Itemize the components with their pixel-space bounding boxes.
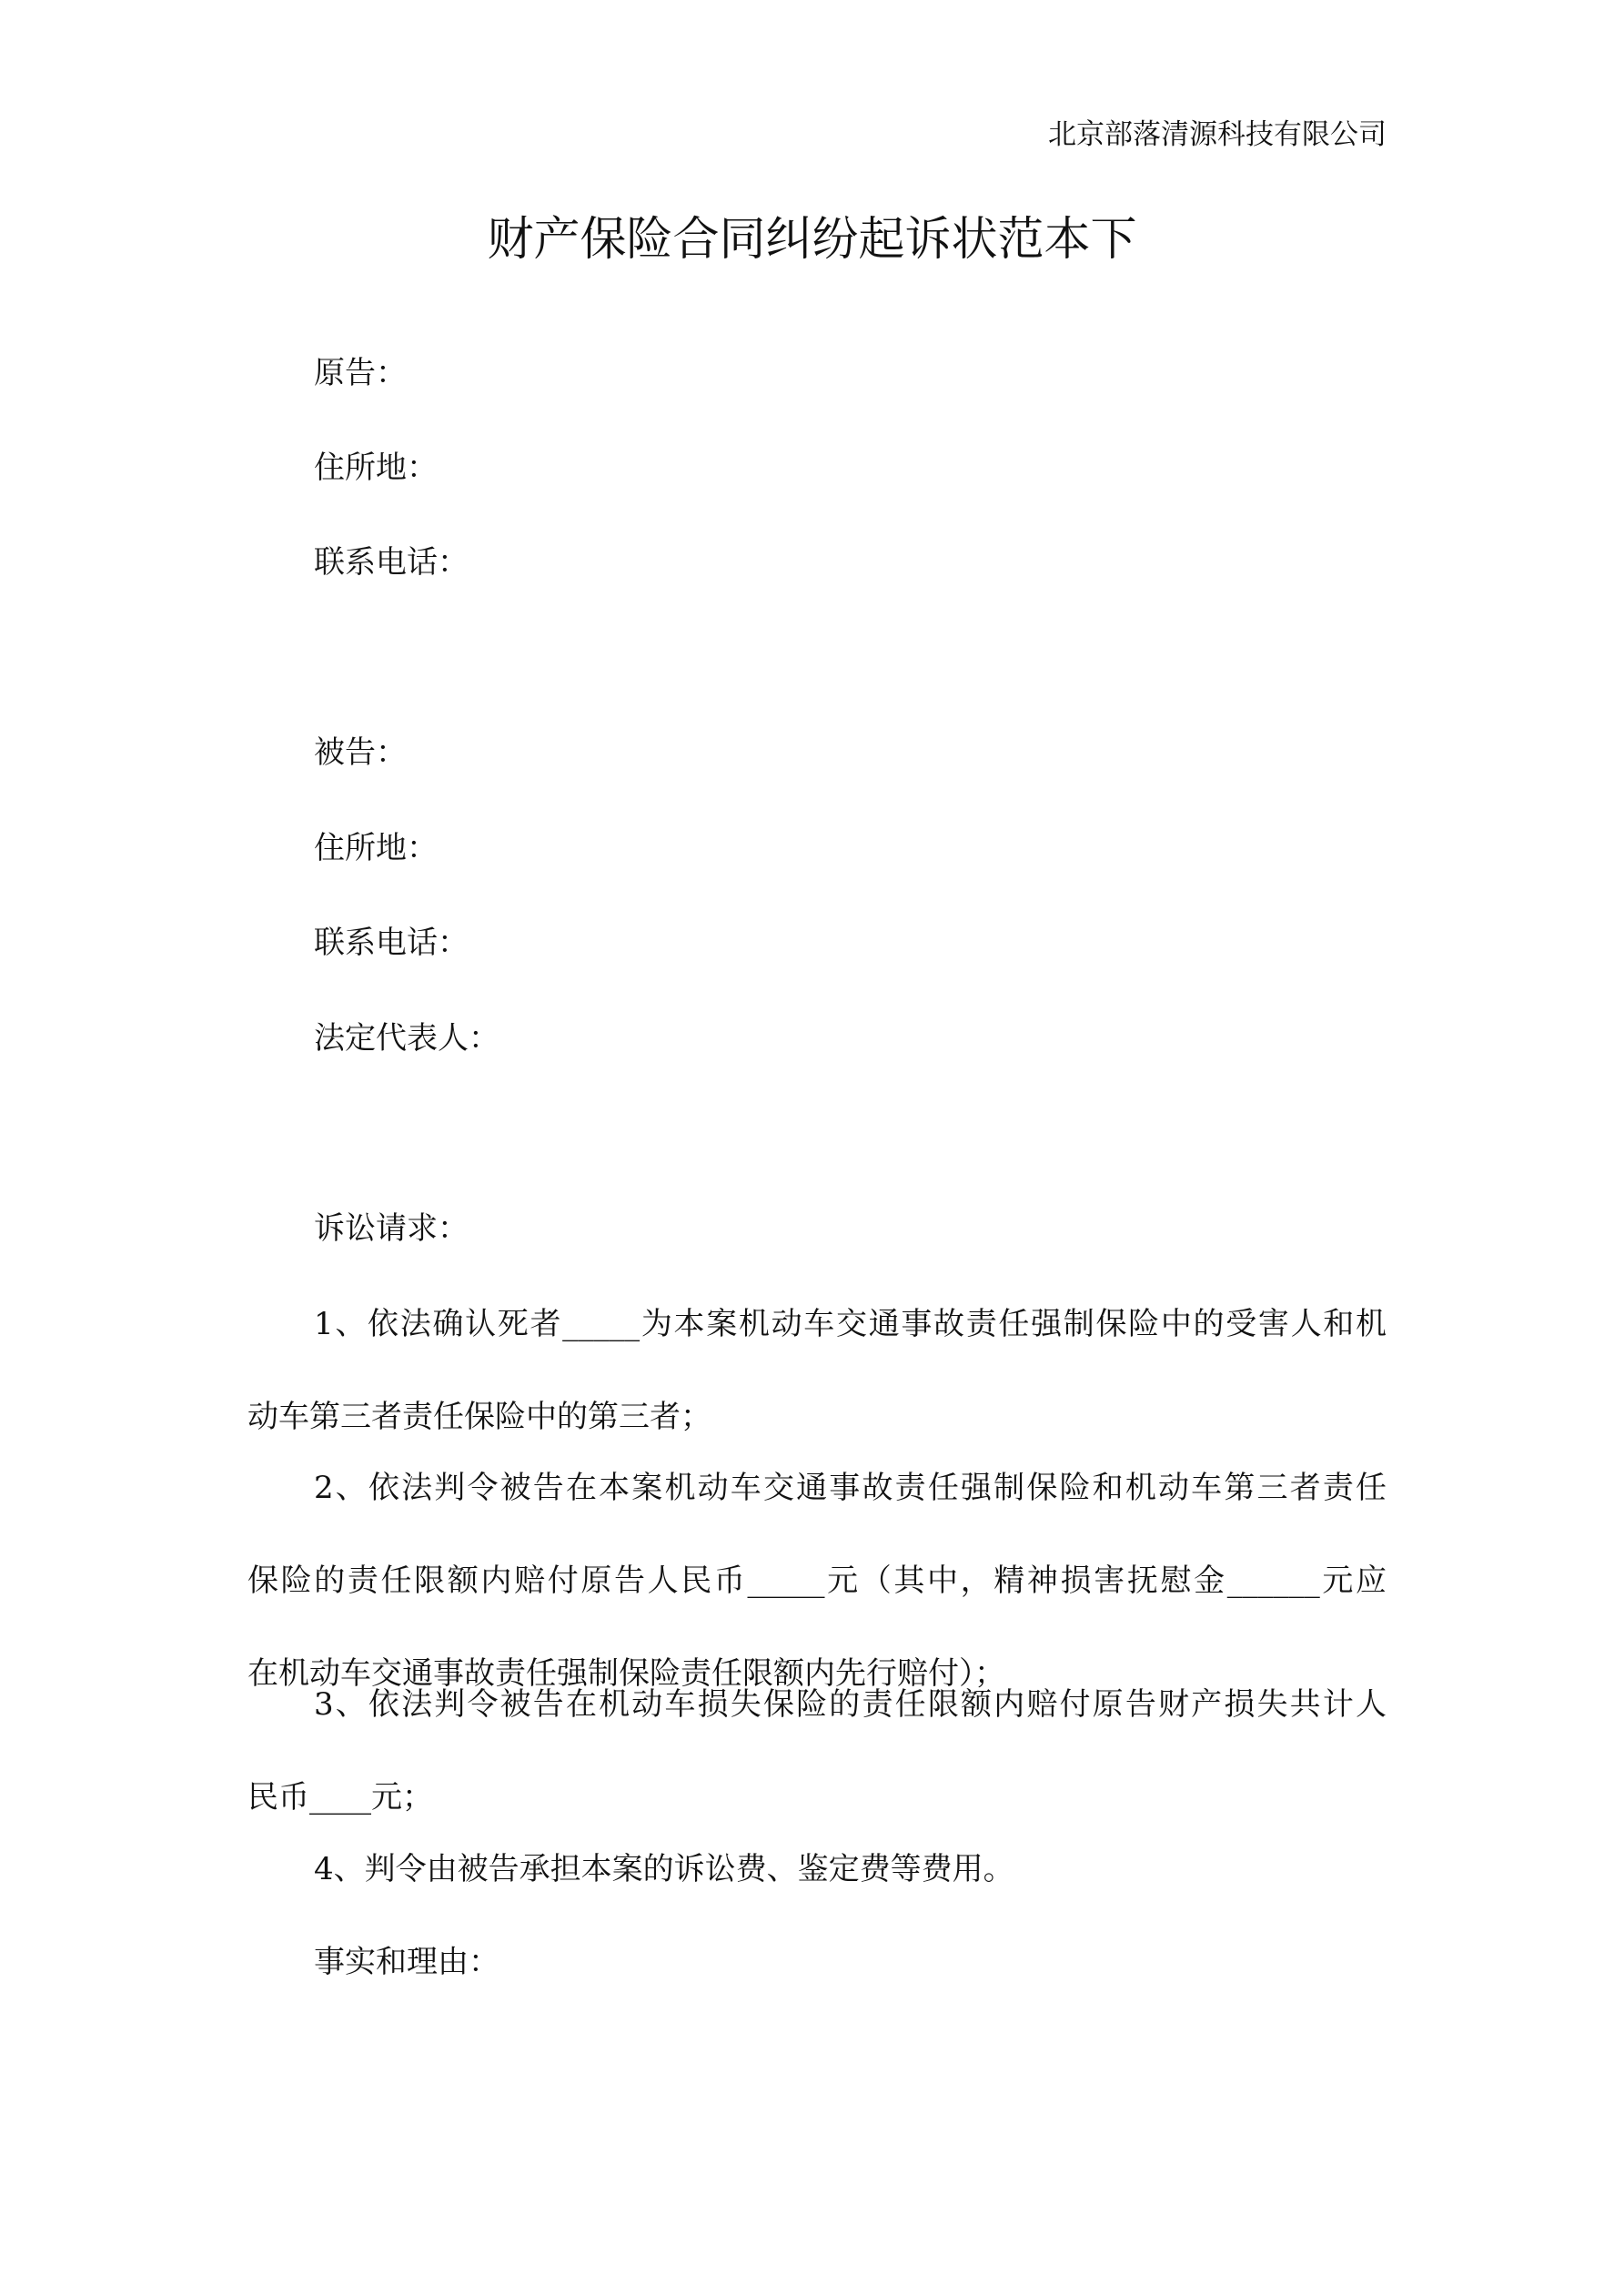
claims-heading: 诉讼请求： — [314, 1210, 469, 1247]
facts-heading: 事实和理由： — [314, 1944, 499, 1980]
defendant-legal-rep-label: 法定代表人： — [314, 1020, 499, 1057]
defendant-address-label: 住所地： — [314, 830, 438, 866]
claim-3-line-1: 3、依法判令被告在机动车损失保险的责任限额内赔付原告财产损失共计人 — [314, 1686, 1387, 1723]
defendant-phone-label: 联系电话： — [314, 925, 469, 961]
document-title: 财产保险合同纠纷起诉状范本下 — [487, 213, 1137, 267]
claim-item-3 — [247, 1682, 1387, 1820]
claim-2-line-2: 保险的责任限额内赔付原告人民币_____元（其中，精神损害抚慰金______元应 — [247, 1563, 1387, 1599]
plaintiff-address-label: 住所地： — [314, 450, 438, 486]
plaintiff-label: 原告： — [314, 355, 407, 391]
claim-item-1 — [247, 1301, 1387, 1440]
company-name: 北京部落清源科技有限公司 — [1048, 118, 1387, 151]
claim-2-line-3: 在机动车交通事故责任强制保险责任限额内先行赔付）； — [247, 1655, 1005, 1692]
claim-1-line-1: 1、依法确认死者_____为本案机动车交通事故责任强制保险中的受害人和机 — [314, 1306, 1387, 1342]
claim-1-line-2: 动车第三者责任保险中的第三者； — [247, 1399, 711, 1435]
claim-item-2 — [247, 1465, 1387, 1696]
defendant-label: 被告： — [314, 734, 407, 771]
claim-item-4 — [247, 1846, 1387, 1892]
claim-4-line-1: 4、判令由被告承担本案的诉讼费、鉴定费等费用。 — [314, 1851, 1014, 1887]
claim-2-line-1: 2、依法判令被告在本案机动车交通事故责任强制保险和机动车第三者责任 — [314, 1470, 1387, 1506]
plaintiff-phone-label: 联系电话： — [314, 544, 469, 581]
claim-3-line-2: 民币____元； — [247, 1779, 433, 1816]
